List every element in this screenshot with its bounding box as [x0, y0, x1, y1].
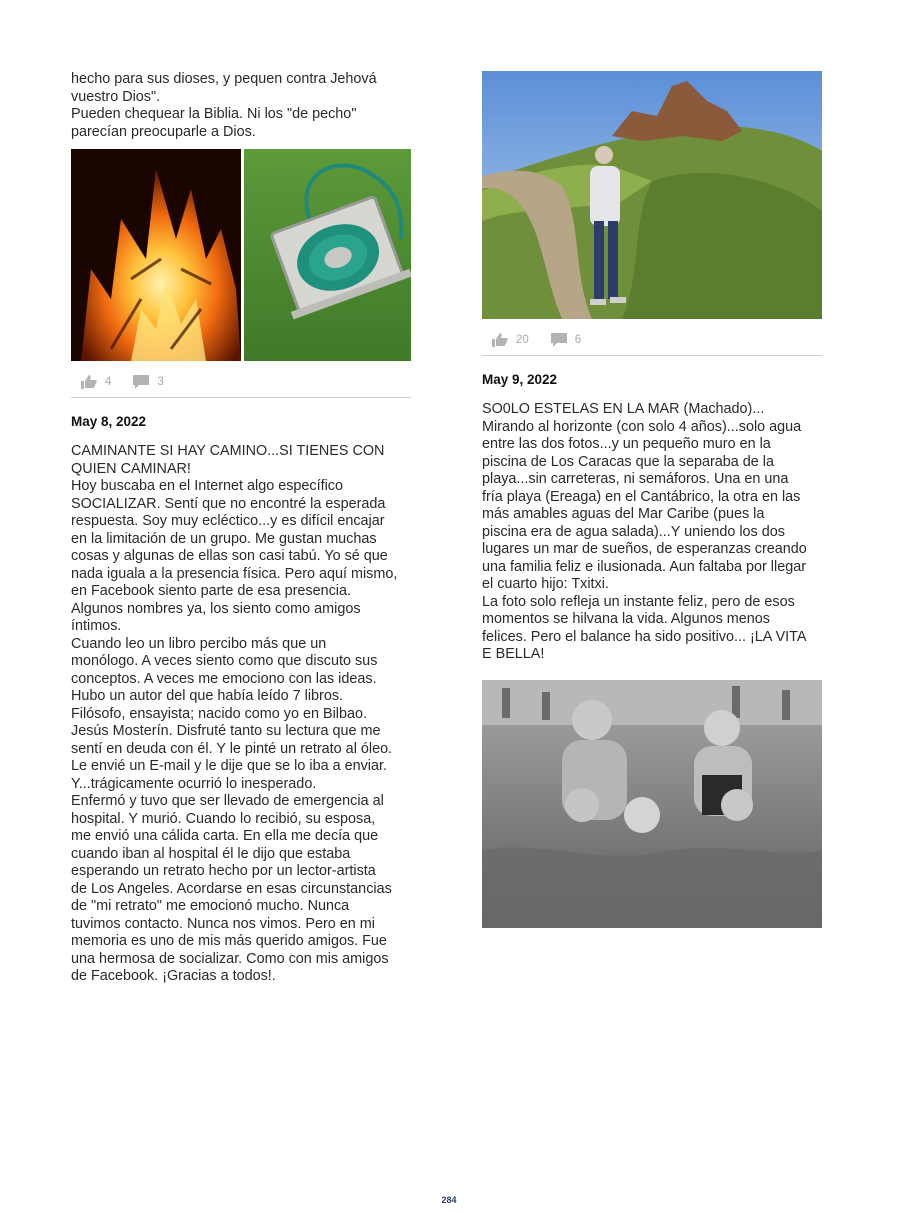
- post-date: May 8, 2022: [71, 414, 147, 429]
- fire-and-hose-photo: [71, 149, 411, 361]
- post-date: May 9, 2022: [482, 372, 558, 387]
- hiking-woman-photo: [482, 71, 822, 319]
- post-body: SO0LO ESTELAS EN LA MAR (Machado)... Mirando al horizonte (con solo 4 años)...solo agua entre las dos fotos...y un pequeño muro en la piscina de Los Caracas que la separaba de la playa...sin carreteras, ni semáforos. Una en una fría playa (Ereaga) en el Cantábrico, la otra en las más amables aguas del Mar Caribe (pues la piscina era de agua salada)...Y uniendo los dos lugares un mar de sueños, de esperanzas creando una familia feliz e ilusionada. Aun faltaba por llegar el cuarto hijo: Txitxi. La foto solo refleja un instante feliz, pero de esos momentos se hilvana la vida. Algunos menos felices. Pero el balance ha sido positivo... ¡LA VITA E BELLA!: [482, 401, 807, 662]
- like-count: 20: [516, 334, 529, 346]
- comment-button[interactable]: [551, 333, 581, 347]
- thumbs-up-icon: [492, 333, 508, 347]
- like-count: 4: [105, 376, 112, 388]
- right-column: [482, 71, 822, 928]
- like-button[interactable]: [81, 375, 111, 389]
- reactions-bar: [71, 367, 411, 398]
- comment-button[interactable]: [133, 375, 163, 389]
- like-button[interactable]: [492, 333, 529, 347]
- speech-bubble-icon: [551, 333, 567, 347]
- page-number: 284: [441, 1195, 457, 1205]
- post-text-continuation: hecho para sus dioses, y pequen contra Jehová vuestro Dios". Pueden chequear la Biblia. Ni los "de pecho" parecían preocuparle a Dios.: [71, 71, 377, 140]
- speech-bubble-icon: [133, 375, 149, 389]
- reactions-bar: [482, 325, 822, 356]
- comment-count: 6: [574, 334, 582, 346]
- thumbs-up-icon: [81, 375, 97, 389]
- left-column: [71, 71, 411, 986]
- family-pool-photo: [482, 680, 822, 928]
- comment-count: 3: [157, 376, 164, 388]
- post-body: CAMINANTE SI HAY CAMINO...SI TIENES CON QUIEN CAMINAR! Hoy buscaba en el Internet algo específico SOCIALIZAR. Sentí que no encontré la esperada respuesta. Soy muy ecléctico...y es difícil encajar en la limitación de un grupo. Me gustan muchas cosas y algunas de ellas son casi tabú. Yo sé que nada iguala a la presencia física. Pero aquí mismo, en Facebook siento parte de esa presencia. Algunos nombres ya, los siento como amigos íntimos. Cuando leo un libro percibo más que un monólogo. A veces siento como que discuto sus conceptos. A veces me emociono con las ideas. Hubo un autor del que había leído 7 libros. Filósofo, ensayista; nacido como yo en Bilbao. Jesús Mosterín. Disfruté tanto su lectura que me sentí en deuda con él. Y le pinté un retrato al óleo. Le envié un E-mail y le dije que se lo iba a enviar. Y...trágicamente ocurrió lo inesperado. Enfermó y tuvo que ser llevado de emergencia al hospital. Y murió. Cuando lo recibió, su esposa, me envió una cálida carta. En ella me decía que cuando iban al hospital él le dijo que estaba esperando un retrato hecho por un lector-artista de Los Angeles. Acordarse en esas circunstancias de "mi retrato" me emocionó mucho. Nunca tuvimos contacto. Nunca nos vimos. Pero en mi memoria es uno de mis más querido amigos. Fue una hermosa de socializar. Como con mis amigos de Facebook. ¡Gracias a todos!.: [71, 443, 398, 984]
